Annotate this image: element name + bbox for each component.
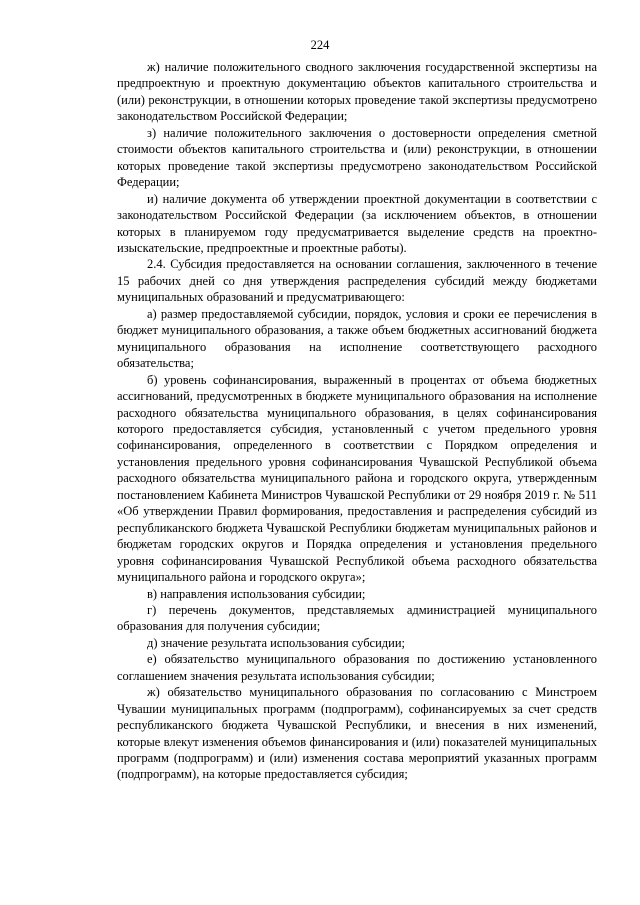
paragraph-item-z: з) наличие положительного заключения о достоверности определения сметной стоимости объектов капитального строительства и (или) реконструкции, в отношении которых проведение такой экспертизы предусмотрено законодательством Российской Федерации; <box>117 125 597 190</box>
document-body <box>117 59 597 783</box>
paragraph-item-a: а) размер предоставляемой субсидии, порядок, условия и сроки ее перечисления в бюджет муниципального образования, а также объем бюджетных ассигнований бюджета муниципального образования на исполнение соответствующего расходного обязательства; <box>117 306 597 371</box>
paragraph-item-zh-obligation: ж) обязательство муниципального образования по согласованию с Минстроем Чувашии муниципальных программ (подпрограмм), софинансируемых за счет средств республиканского бюджета Чувашской Республики, и внесения в них изменений, которые влекут изменения объемов финансирования и (или) показателей муниципальных программ (подпрограмм) и (или) изменения состава мероприятий указанных программ (подпрограмм), на которые предоставляется субсидия; <box>117 685 597 782</box>
paragraph-item-b: б) уровень софинансирования, выраженный в процентах от объема бюджетных ассигнований, предусмотренных в бюджете муниципального образования на исполнение расходного обязательства муниципального образования, в целях софинансирования которого предоставляется субсидия, установленный с учетом предельного уровня софинансирования, определенного в соответствии с Порядком определения и установления предельного уровня софинансирования Чувашской Республикой объема расходного обязательства муниципального района и городского округа, утвержденным постановлением Кабинета Министров Чувашской Республики от 29 ноября 2019 г. № 511 «Об утверждении Правил формирования, предоставления и распределения субсидий из республиканского бюджета Чувашской Республики бюджетам муниципальных районов и бюджетам городских округов и Порядка определения и установления предельного уровня софинансирования Чувашской Республикой объема расходного обязательства муниципального района и городского округа»; <box>117 372 597 585</box>
paragraph-item-v: в) направления использования субсидии; <box>147 586 366 601</box>
paragraph-item-e: е) обязательство муниципального образования по достижению установленного соглашением значения результата использования субсидии; <box>117 652 597 683</box>
paragraph-clause-2-4: 2.4. Субсидия предоставляется на основании соглашения, заключенного в течение 15 рабочих дней со дня утверждения распределения субсидий между бюджетами муниципальных образований и предусматривающего: <box>117 257 597 305</box>
paragraph-item-d: д) значение результата использования субсидии; <box>147 635 406 650</box>
paragraph-item-zh: ж) наличие положительного сводного заключения государственной экспертизы на предпроектную и проектную документацию объектов капитального строительства и (или) реконструкции, в отношении которых проведение такой экспертизы предусмотрено законодательством Российской Федерации; <box>117 60 597 124</box>
page-number: 224 <box>310 38 330 52</box>
paragraph-item-i: и) наличие документа об утверждении проектной документации в соответствии с законодательством Российской Федерации (за исключением объектов, в отношении которых в планируемом году предусматривается выделение средств на проектно-изыскательские, предпроектные и проектные работы). <box>117 191 597 255</box>
paragraph-item-g: г) перечень документов, представляемых администрацией муниципального образования для получения субсидии; <box>117 602 597 634</box>
